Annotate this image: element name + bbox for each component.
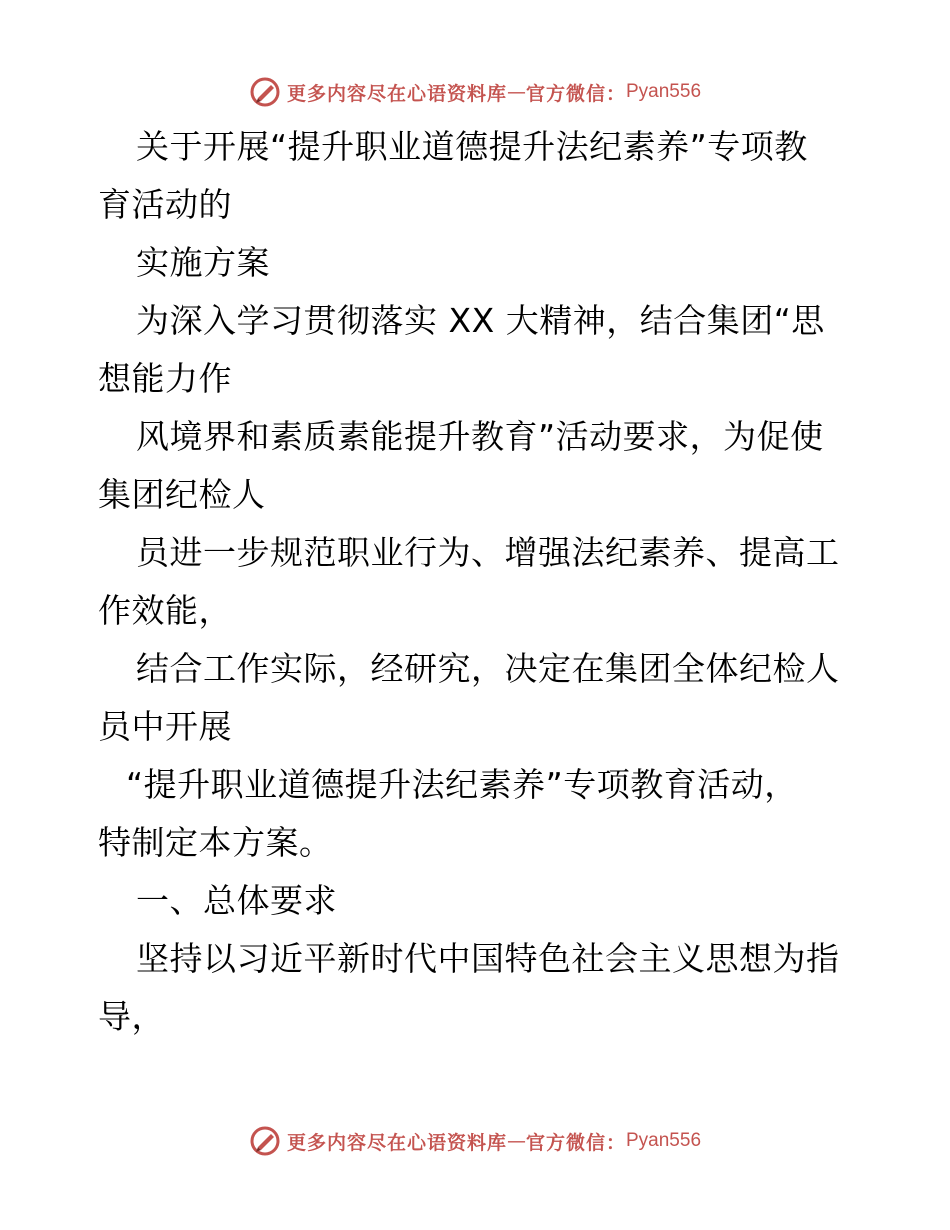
doc-line: “提升职业道德提升法纪素养”专项教育活动， [126, 765, 798, 804]
banner-dash: — [506, 81, 526, 103]
doc-line: 育活动的 [98, 185, 232, 224]
pen-logo-icon [249, 76, 281, 108]
banner-title: 更多内容尽在心语资料库 [286, 1131, 507, 1154]
doc-line: 特制定本方案。 [98, 823, 333, 862]
doc-line: 坚持以习近平新时代中国特色社会主义思想为指 [136, 939, 840, 978]
doc-line: 想能力作 [98, 359, 232, 398]
doc-line: 为深入学习贯彻落实 XX 大精神，结合集团“思 [136, 301, 825, 340]
doc-line: 员进一步规范职业行为、增强法纪素养、提高工 [136, 533, 840, 572]
doc-line: 集团纪检人 [98, 475, 266, 514]
doc-line: 风境界和素质素能提升教育”活动要求，为促使 [136, 417, 824, 456]
doc-line: 实施方案 [136, 243, 270, 282]
doc-line: 员中开展 [98, 707, 232, 746]
doc-line: 结合工作实际，经研究，决定在集团全体纪检人 [136, 649, 840, 688]
pen-logo-icon [249, 1125, 281, 1157]
banner-wechat-id: Pyan556 [626, 1130, 702, 1151]
banner-wechat-label: 官方微信： [525, 1131, 626, 1154]
banner-title: 更多内容尽在心语资料库 [286, 82, 507, 105]
document-body [98, 118, 858, 1046]
banner-wechat-label: 官方微信： [525, 82, 626, 105]
footer-watermark-banner [0, 1121, 950, 1161]
doc-line: 导， [98, 997, 165, 1036]
banner-wechat-id: Pyan556 [626, 81, 702, 102]
section-heading: 一、总体要求 [136, 881, 337, 920]
doc-line: 作效能， [98, 591, 232, 630]
banner-dash: — [506, 1130, 526, 1152]
header-watermark-banner [0, 72, 950, 112]
doc-line: 关于开展“提升职业道德提升法纪素养”专项教 [136, 127, 808, 166]
